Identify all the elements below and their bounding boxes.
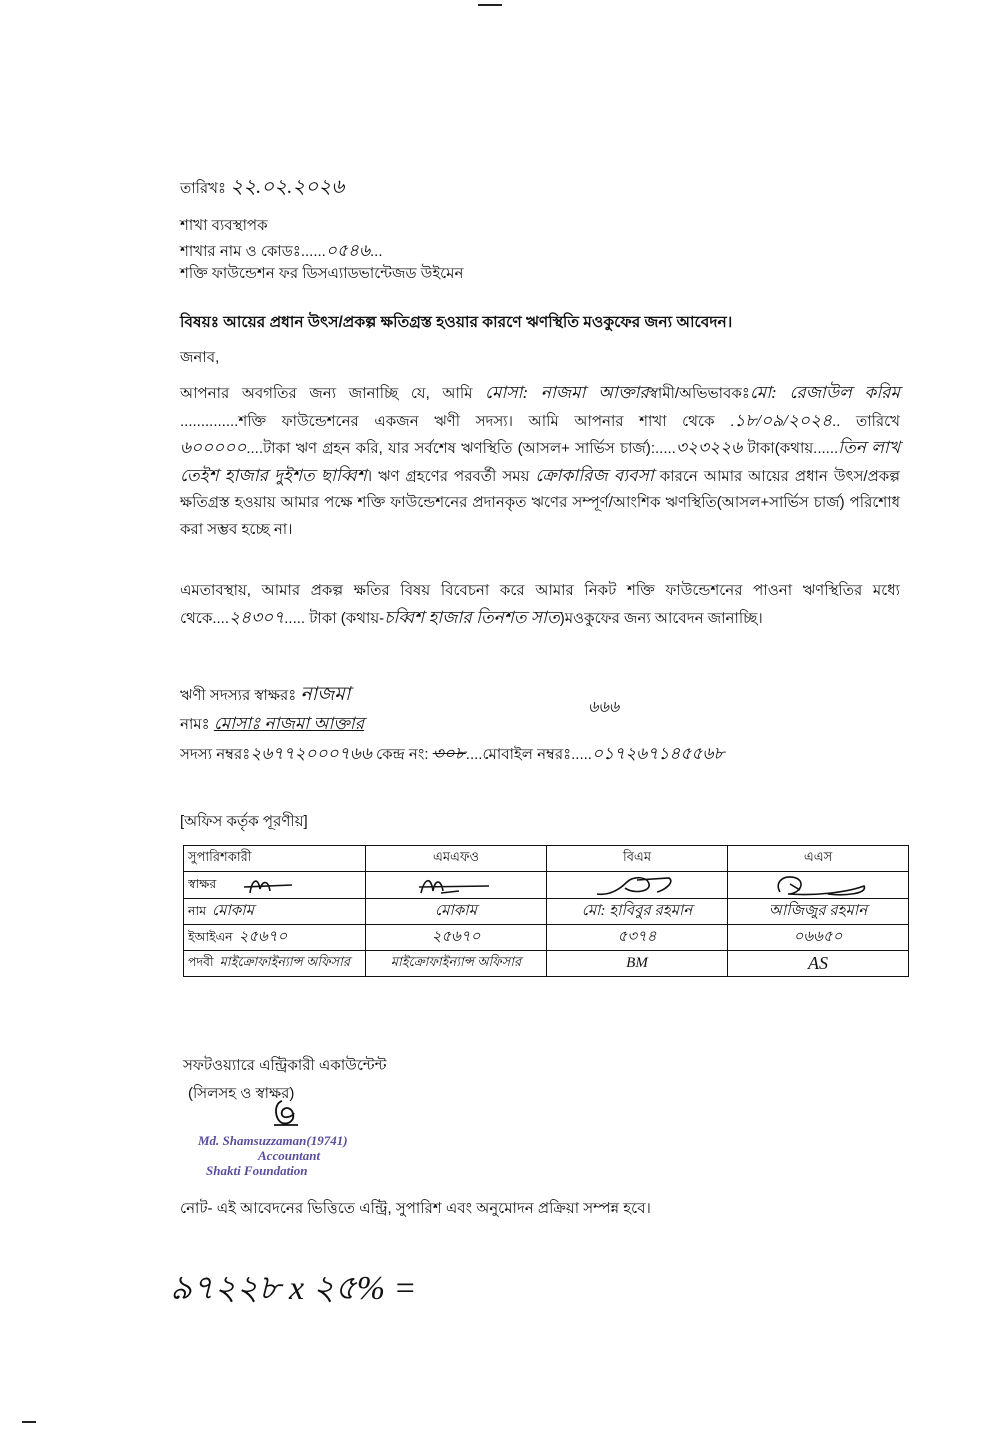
name-value: মোকাম (212, 903, 254, 919)
table-cell (184, 925, 366, 951)
date-line (180, 172, 344, 205)
handwritten-calculation: ৯৭২২৮ x ২৫% = (170, 1270, 417, 1307)
designation-value: মাইক্রোফাইন্যান্স অফিসার (219, 954, 351, 969)
center-number-correction: ৬৬৬ (588, 699, 620, 716)
table-cell (366, 899, 547, 925)
table-row-signature (184, 872, 909, 899)
branch-label: শাখার নাম ও কোডঃ...... (180, 243, 326, 260)
balance-field: ৩২৩২২৬ (675, 438, 743, 457)
loan-date-field: ১৮/০৯/২০২৪ (734, 410, 833, 430)
ein-value: ২৫৬৭০ (238, 929, 288, 945)
mobile-number-field: ০১৭২৬৭১৪৫৫৬৮ (591, 744, 725, 763)
note-text: নোট- এই আবেদনের ভিত্তিতে এন্ট্রি, সুপারিশ এবং অনুমোদন প্রক্রিয়া সম্পন্ন হবে। (180, 1200, 651, 1217)
ein-value: ০৬৬৫০ (793, 929, 843, 945)
member-name-line (180, 711, 364, 739)
date-value: ২২.০২.২০২৬ (230, 176, 345, 198)
balance-words-field: তিন লাখ তেইশ হাজার দুইশত ছাব্বিশ (180, 438, 901, 485)
member-signature-line (180, 680, 350, 712)
center-number-struck: ৩০৮ (432, 744, 466, 763)
salutation: জনাব, (180, 349, 220, 366)
branch-code: ০৫৪৬ (325, 241, 370, 260)
ein-value: ২৫৬৭০ (431, 929, 481, 945)
paragraph-text: এমতাবস্থায়, আমার প্রকল্প ক্ষতির বিষয় বিবেচনা করে আমার নিকট শক্তি ফাউন্ডেশনের পাওনা ঋণস্থিতির মধ্যে থেকে.... (180, 582, 900, 627)
office-heading: [অফিস কর্তৃক পূরণীয়] (180, 813, 308, 830)
member-number-field: ২৬৭৭২০০০৭৬৬ (250, 744, 372, 763)
signature-scribble (748, 872, 888, 898)
loan-amount-field: ৬০০০০০ (180, 438, 247, 457)
seal-organization: Shakti Foundation (206, 1163, 308, 1178)
paragraph-text: .. তারিখে (832, 412, 900, 430)
table-row-ein (184, 925, 909, 951)
row-label: পদবী (188, 955, 214, 969)
row-label: স্বাক্ষর (188, 877, 217, 892)
member-signature-label: ঋণী সদস্যর স্বাক্ষরঃ (180, 687, 297, 704)
signature-scribble (577, 872, 697, 898)
mobile-label: ....মোবাইল নম্বরঃ..... (465, 746, 592, 763)
date-label: তারিখঃ (180, 180, 226, 197)
paragraph-text: ..............শক্তি ফাউন্ডেশনের একজন ঋণী সদস্য। আমি আপনার শাখা থেকে . (180, 412, 735, 430)
accountant-signature (268, 1097, 304, 1129)
table-cell (728, 899, 909, 925)
seal-name: Md. Shamsuzzaman(19741) (198, 1133, 348, 1148)
column-header-mfo: এমএফও (366, 846, 547, 872)
table-cell (184, 899, 366, 925)
recipient: শাখা ব্যবস্থাপক (180, 217, 268, 234)
damage-cause-field: ক্রোকারিজ ব্যবসা (535, 465, 654, 485)
guardian-label: স্বামী/অভিভাবকঃ (648, 385, 750, 402)
row-label: ইআইএন (188, 930, 233, 944)
seal-role: Accountant (258, 1148, 321, 1163)
designation-value: AS (808, 953, 828, 973)
signature-scribble (222, 873, 312, 897)
paragraph-text: কারনে আমার আয়ের প্রধান উৎস/প্রকল্প ক্ষতিগ্রস্ত হওয়ায় আমার পক্ষে শক্তি ফাউন্ডেশনের প্রদানকৃত ঋণের সম্পূর্ণ/আংশিক ঋণস্থিতি(আসল+সার্ভিস চার্জ) পরিশোধ করা সম্ভব হচ্ছে না। (180, 467, 900, 538)
scan-mark (478, 4, 502, 6)
branch-suffix: ... (370, 243, 383, 260)
waiver-words-field: চব্বিশ হাজার তিনশত সাত (384, 607, 560, 627)
office-approval-table (183, 845, 909, 977)
table-row-name (184, 899, 909, 925)
application-paragraph (180, 380, 900, 543)
paragraph-text: )মওকুফের জন্য আবেদন জানাচ্ছি। (559, 609, 763, 627)
paragraph-text: । ঋণ গ্রহণের পরবর্তী সময় (366, 467, 536, 485)
table-cell (547, 925, 728, 951)
column-header-recommender: সুপারিশকারী (184, 846, 366, 872)
paragraph-text: ....টাকা ঋণ গ্রহন করি, যার সর্বশেষ ঋণস্থিতি (আসল+ সার্ভিস চার্জ):..... (246, 440, 676, 457)
member-name-field: মোসাঃ নাজমা আক্তার (213, 714, 365, 733)
guardian-name-field: মো: রেজাউল করিম (749, 383, 900, 402)
paragraph-text: আপনার অবগতির জন্য জানাচ্ছি যে, আমি (180, 385, 486, 402)
name-value: আজিজুর রহমান (768, 903, 868, 919)
member-number-label: সদস্য নম্বরঃ (180, 746, 251, 763)
accountant-title: সফটওয়্যারে এন্ট্রিকারী একাউন্টেন্ট (183, 1057, 387, 1074)
table-cell (184, 951, 366, 977)
designation-value: মাইক্রোফাইন্যান্স অফিসার (390, 954, 522, 969)
paragraph-text: ..... টাকা (কথায়- (284, 609, 385, 627)
center-label: কেন্দ্র নং: (376, 746, 433, 763)
column-header-bm: বিএম (547, 846, 728, 872)
paragraph-text: টাকা(কথায়...... (742, 440, 839, 457)
table-cell (366, 872, 547, 899)
table-cell (547, 951, 728, 977)
table-cell (728, 872, 909, 899)
table-cell (547, 899, 728, 925)
applicant-name-field: মোসা: নাজমা আক্তার (485, 383, 649, 402)
table-cell (728, 925, 909, 951)
row-label: নাম (188, 904, 207, 918)
signature-scribble (401, 873, 511, 897)
subject-line: বিষয়ঃ আয়ের প্রধান উৎস/প্রকল্প ক্ষতিগ্রস্ত হওয়ার কারণে ঋণস্থিতি মওকুফের জন্য আবেদন। (180, 314, 733, 331)
ein-value: ৫৩৭৪ (617, 929, 657, 945)
waiver-amount-field: ২৪৩০৭ (229, 607, 285, 627)
table-cell (366, 951, 547, 977)
table-row-designation (184, 951, 909, 977)
name-value: মো: হাবিবুর রহমান (581, 903, 693, 919)
member-number-line (180, 741, 724, 769)
accountant-subtitle: (সিলসহ ও স্বাক্ষর) (188, 1085, 295, 1102)
organization-name: শক্তি ফাউন্ডেশন ফর ডিসএ্যাডভান্টেজড উইমেন (180, 265, 464, 282)
accountant-seal (198, 1133, 348, 1178)
table-cell (366, 925, 547, 951)
name-value: মোকাম (435, 903, 477, 919)
scan-mark (22, 1421, 36, 1423)
designation-value: BM (626, 955, 648, 971)
table-cell (547, 872, 728, 899)
member-signature: নাজমা (300, 684, 351, 705)
member-name-label: নামঃ (180, 716, 210, 733)
table-cell (728, 951, 909, 977)
table-cell (184, 872, 366, 899)
waiver-request-paragraph (180, 578, 900, 632)
table-header-row (184, 846, 909, 872)
column-header-as: এএস (728, 846, 909, 872)
